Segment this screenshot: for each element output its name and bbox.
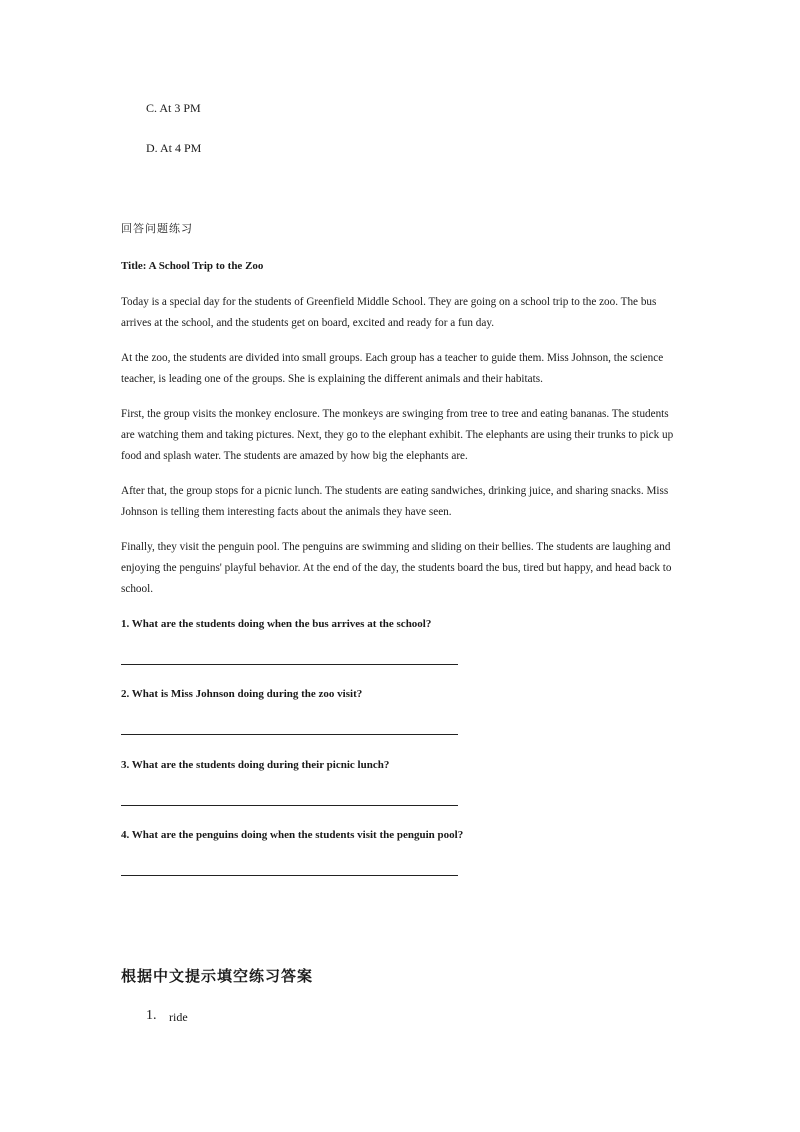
story-paragraph: At the zoo, the students are divided into small groups. Each group has a teacher to guide them. Miss Johnson, the science teacher, is leading one of the groups. She is explaining the different animals and their habitats. (121, 352, 664, 385)
answer-line-1[interactable] (121, 664, 458, 665)
answer-text: ride (169, 1010, 188, 1024)
answer-number: 1. (146, 1008, 157, 1023)
question-4: 4. What are the penguins doing when the students visit the penguin pool? (121, 829, 464, 841)
story-paragraph: First, the group visits the monkey enclosure. The monkeys are swinging from tree to tree and eating bananas. The students are watching them and taking pictures. Next, they go to the elephant exhibit. The elephants are using their trunks to pick up food and splash water. The students are amazed by how big the elephants are. (121, 408, 674, 462)
story-paragraph: Today is a special day for the students of Greenfield Middle School. They are going on a school trip to the zoo. The bus arrives at the school, and the students get on board, excited and ready for a fun day. (121, 296, 657, 329)
option-c: C. At 3 PM (146, 101, 201, 115)
section-label: 回答问题练习 (121, 222, 193, 235)
answer-line-2[interactable] (121, 734, 458, 735)
answer-line-3[interactable] (121, 805, 458, 806)
question-1: 1. What are the students doing when the bus arrives at the school? (121, 618, 432, 630)
story-title: Title: A School Trip to the Zoo (121, 260, 264, 272)
answers-heading: 根据中文提示填空练习答案 (121, 967, 314, 985)
story-paragraph: After that, the group stops for a picnic lunch. The students are eating sandwiches, drinking juice, and sharing snacks. Miss Johnson is telling them interesting facts about the animals they have seen. (121, 485, 669, 518)
story-paragraph: Finally, they visit the penguin pool. The penguins are swimming and sliding on their bellies. The students are laughing and enjoying the penguins' playful behavior. At the end of the day, the students board the bus, tired but happy, and head back to school. (121, 541, 672, 595)
question-2: 2. What is Miss Johnson doing during the zoo visit? (121, 688, 363, 700)
question-3: 3. What are the students doing during their picnic lunch? (121, 759, 390, 771)
answer-line-4[interactable] (121, 875, 458, 876)
option-d: D. At 4 PM (146, 141, 202, 155)
